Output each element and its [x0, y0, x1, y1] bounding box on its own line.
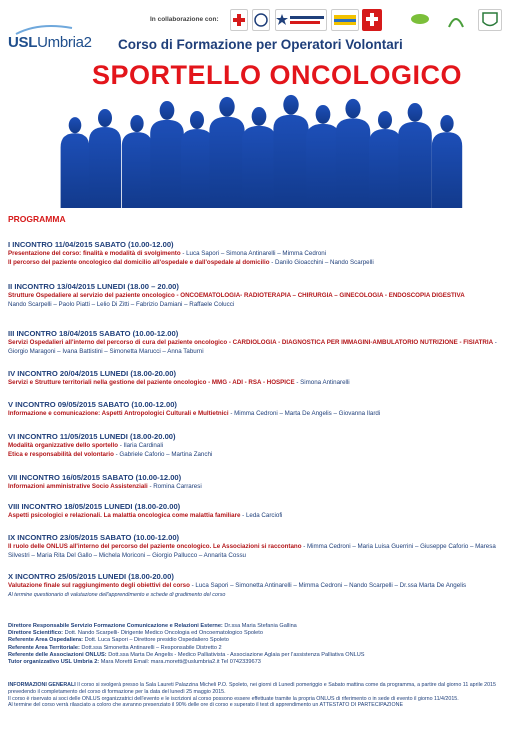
person-body — [181, 129, 213, 208]
program-heading: PROGRAMMA — [8, 214, 66, 224]
person-body — [209, 117, 244, 208]
session-line — [8, 250, 514, 259]
session-line — [8, 259, 514, 268]
person-head — [69, 117, 82, 133]
session-topic: Aspetti psicologici e relazionali. La malattia oncologica come malattia familiare — [8, 512, 241, 519]
session-line — [8, 543, 514, 561]
staff-role: Referente Area Ospedaliera: — [8, 637, 84, 644]
session-block — [8, 240, 514, 268]
general-info — [8, 682, 516, 709]
session-speakers: - Mimma Cedroni – Marta De Angelis – Giovanna Ilardi — [228, 410, 381, 417]
person-body — [432, 132, 462, 208]
person-body — [336, 118, 371, 208]
person-head — [160, 101, 175, 120]
session-heading: X INCONTRO 25/05/2015 LUNEDI (18.00-20.00) — [8, 572, 174, 581]
staff-person: Dr.ssa Maria Stefania Gallina — [222, 623, 297, 629]
session-block — [8, 473, 514, 492]
session-topic: Presentazione del corso: finalità e modalità di svolgimento — [8, 250, 181, 257]
info-lead: INFORMAZIONI GENERALI — [8, 682, 76, 688]
staff-role: Referente delle Associazioni ONLUS: — [8, 651, 107, 658]
session-topic: Valutazione finale sul raggiungimento degli obiettivi del corso — [8, 582, 190, 589]
session-line — [8, 442, 514, 451]
staff-role: Direttore Scientifico: — [8, 630, 64, 637]
session-line — [8, 512, 514, 521]
staff-person: Dott. Nando Scarpelli- Dirigente Medico Oncologia ed Oncoematologico Spoleto — [63, 630, 263, 637]
person-head — [345, 99, 360, 118]
person-body — [61, 133, 90, 208]
session-block — [8, 400, 514, 419]
session-heading: V INCONTRO 09/05/2015 SABATO (10.00-12.00) — [8, 400, 177, 409]
session-heading: IX INCONTRO 23/05/2015 SABATO (10.00-12.00) — [8, 533, 180, 542]
session-topic: Il ruolo delle ONLUS all'interno del percorso del paziente oncologico. Le Associazioni si raccontano — [8, 543, 302, 550]
person-body — [242, 126, 276, 208]
staff-role: Tutor organizzativo USL Umbria 2: — [8, 659, 100, 666]
session-speakers: - Romina Carraresi — [147, 483, 202, 490]
person-head — [283, 95, 298, 115]
staff-list — [8, 623, 514, 666]
person-head — [378, 111, 392, 129]
session-line — [8, 379, 514, 388]
info-paragraph-2: Il corso è riservato ai soci delle ONLUS organizzatrici dell'evento e le iscrizioni al corso possono essere effettuate tramite la propria ONLUS di riferimento o in sede di evento il giorno 11/4/2015. — [8, 695, 459, 702]
person-head — [130, 115, 143, 132]
staff-row — [8, 623, 514, 630]
session-line — [8, 582, 514, 591]
session-heading: III INCONTRO 18/04/2015 SABATO (10.00-12.00) — [8, 329, 179, 338]
session-topic: Informazioni amministrative Socio Assistenziali — [8, 483, 148, 490]
session-speakers: - Ilaria Cardinali — [118, 442, 164, 449]
staff-role: Direttore Responsabile Servizio Formazione Comunicazione e Relazioni Esterne: — [8, 623, 223, 629]
person-head — [219, 97, 234, 117]
green-logo-icon — [445, 9, 467, 31]
session-topic: Modalità organizzative dello sportello — [8, 442, 119, 449]
session-heading: I INCONTRO 11/04/2015 SABATO (10.00-12.00) — [8, 240, 174, 249]
session-speakers: - Danilo Gioacchini – Nando Scarpelli — [269, 258, 374, 266]
person-body — [150, 120, 184, 208]
emblem-logo-icon — [478, 9, 502, 31]
person-head — [440, 115, 453, 132]
usl-logo: USLUmbria2 — [8, 34, 92, 51]
session-topic: Strutture Ospedaliere al servizio del paziente oncologico - ONCOEMATOLOGIA- RADIOTERAPIA – CHIRURGIA – GINECOLOGIA - ENDOSCOPIA DIGESTIVA — [8, 292, 465, 299]
staff-row — [8, 652, 514, 659]
course-subtitle: Corso di Formazione per Operatori Volontari — [118, 37, 403, 52]
session-topic: Servizi e Strutture territoriali nella gestione del paziente oncologico - MMG - ADI - RSA - HOSPICE — [8, 379, 295, 386]
session-speakers: - Luca Sapori – Simona Antinarelli – Mimma Cedroni — [180, 250, 327, 257]
staff-role: Referente Area Territoriale: — [8, 644, 80, 651]
session-block — [8, 369, 514, 388]
session-topic: Il percorso del paziente oncologico dal domicilio all'ospedale e dall'ospedale al domicilio — [8, 258, 270, 266]
person-body — [89, 127, 121, 208]
person-head — [190, 111, 204, 129]
session-topic: Informazione e comunicazione: Aspetti Antropologici Culturali e Multietnici — [8, 410, 229, 417]
person-body — [306, 124, 340, 208]
session-line — [8, 483, 514, 492]
person-body — [398, 122, 432, 208]
session-speakers: - Luca Sapori – Simonetta Antinarelli – Mimma Cedroni – Nando Scarpelli – Dr.ssa Marta De Angelis — [189, 582, 467, 589]
session-block — [8, 572, 514, 600]
person-body — [369, 129, 401, 208]
session-block — [8, 533, 514, 561]
session-block — [8, 329, 514, 357]
association-logo-icon — [252, 9, 270, 31]
session-note: Al termine questionario di valutazione dell'apprendimento e schede di gradimento del corso — [8, 591, 226, 598]
flag-logo-icon — [331, 9, 359, 31]
session-heading: II INCONTRO 13/04/2015 LUNEDI (18.00 – 20.00) — [8, 282, 179, 291]
session-speakers: - Mimma Cedroni – Maria Luisa Guerrini – Giuseppe Caforio – Maresa Silvestri – Maria Rita Del Gallo – Michela Moriconi – Giorgio Pallucco – Annarita Cossu — [8, 543, 496, 559]
session-topic: Etica e responsabilità del volontario — [8, 450, 114, 458]
person-head — [98, 109, 112, 127]
crowd-silhouette-image — [55, 88, 470, 208]
cross-logo-icon — [230, 9, 248, 31]
leaf-logo-icon — [405, 9, 435, 31]
page-title: SPORTELLO ONCOLOGICO — [92, 60, 463, 90]
person-body — [273, 115, 308, 208]
person-body — [122, 132, 152, 208]
staff-person: Dott.ssa Marta De Angelis - Medico Palliativista - Associazione Aglaia per l'assistenza Palliativa ONLUS — [106, 651, 365, 658]
session-speakers: Nando Scarpelli – Paolo Piatti – Lelio Di Zitti – Fabrizio Damiani – Raffaele Colucci — [8, 300, 235, 308]
session-block — [8, 432, 514, 460]
staff-person: Dott. Luca Sapori – Direttore presidio Ospedaliero Spoleto — [83, 637, 229, 644]
session-block — [8, 502, 514, 521]
person-head — [408, 103, 423, 122]
staff-row — [8, 645, 514, 652]
session-heading: VII INCONTRO 16/05/2015 SABATO (10.00-12.00) — [8, 473, 182, 482]
collaboration-label: In collaborazione con: — [150, 16, 219, 23]
session-line — [8, 451, 514, 460]
person-head — [316, 105, 331, 124]
info-paragraph-1: Il corso si svolgerà presso la Sala Laureti Palazzina Micheli P.O. Spoleto, nei giorni di Lunedì pomeriggio e Sabato mattina come da programma, a partire dal giorno 11 aprile 2015 prevedendo il completamento del corso di formazione per la data del lunedì 25 maggio 2015. — [8, 682, 496, 695]
caritas-logo-icon — [362, 9, 382, 31]
session-line — [8, 292, 514, 301]
session-line — [8, 301, 514, 310]
staff-row — [8, 637, 514, 644]
session-heading: IV INCONTRO 20/04/2015 LUNEDI (18.00-20.00) — [8, 369, 176, 378]
staff-row — [8, 659, 514, 666]
staff-row — [8, 630, 514, 637]
session-speakers: - Leda Carciofi — [240, 512, 283, 519]
session-heading: VI INCONTRO 11/05/2015 LUNEDI (18.00-20.00) — [8, 432, 176, 441]
stella-italia-logo — [275, 9, 327, 31]
session-speakers: - Simona Antinarelli — [294, 379, 350, 386]
session-heading: VIII INCONTRO 18/05/2015 LUNEDI (18.00-20.00) — [8, 502, 181, 511]
info-paragraph-3: Al termine del corso verrà rilasciato a coloro che avranno presenziato il 90% delle ore di corso e superato il test di apprendimento un ATTESTATO DI PARTECIPAZIONE — [8, 702, 403, 709]
session-line — [8, 339, 514, 357]
session-speakers: - Giorgio Maragoni – Ivana Battistini – Simonetta Marucci – Anna Taburni — [8, 339, 497, 355]
session-speakers: - Gabriele Caforio – Martina Zanchi — [113, 450, 213, 458]
session-line — [8, 410, 514, 419]
person-head — [252, 107, 267, 126]
staff-person: Dott.ssa Simonetta Antinarelli – Responsabile Distretto 2 — [79, 644, 222, 651]
session-topic: Servizi Ospedalieri all'interno del percorso di cura del paziente oncologico - CARDIOLOGIA - DIAGNOSTICA PER IMMAGINI-AMBULATORIO NUTRIZIONE - FISIATRIA — [8, 339, 494, 346]
session-block — [8, 282, 514, 310]
staff-person: Mara Moretti Email: mara.moretti@uslumbria2.it Tel 0742339673 — [99, 659, 261, 666]
